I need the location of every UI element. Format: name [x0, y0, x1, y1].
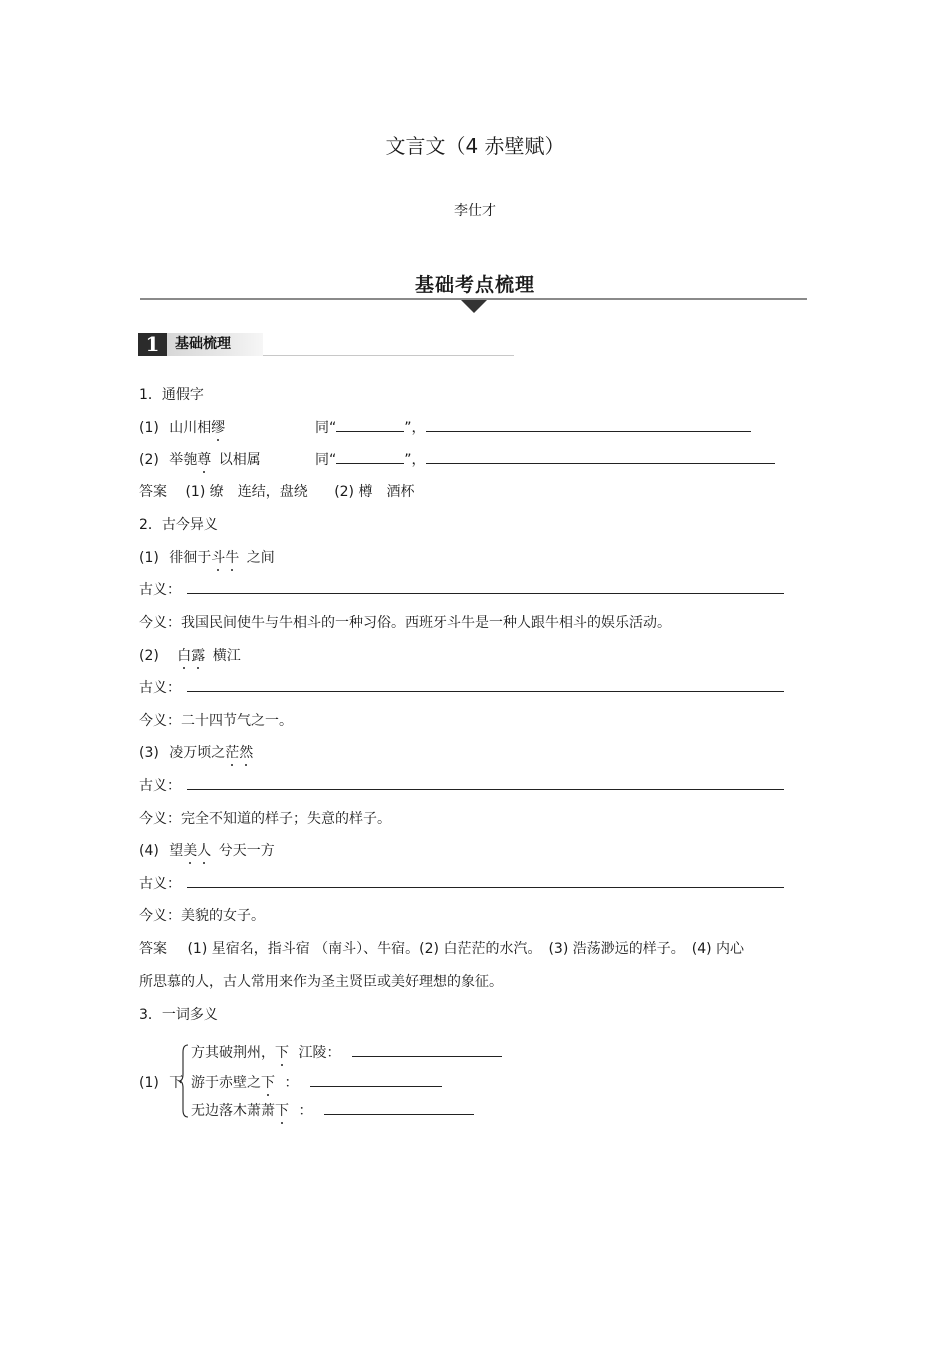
dotted-char: 美: [183, 843, 198, 859]
item-number: (4): [139, 843, 159, 859]
tongjiazi-item-1-blanks: [315, 418, 751, 438]
polysemy-word: 下: [169, 1075, 184, 1091]
answer-blank[interactable]: [187, 580, 784, 594]
polysemy-sentence-2: [191, 1073, 442, 1093]
dotted-char: 下: [275, 1103, 289, 1119]
dotted-char: 下: [275, 1045, 289, 1061]
dotted-char: 白: [177, 648, 192, 664]
answer-blank[interactable]: [352, 1043, 502, 1057]
answer-blank[interactable]: [310, 1073, 442, 1087]
tongjiazi-item-2-blanks: [315, 450, 775, 470]
sentence-text: ：: [284, 1075, 299, 1091]
heading-yiciduoyi: 3．一词多义: [139, 1007, 218, 1023]
dotted-char: 人: [197, 843, 212, 859]
jin-meaning-3: 今义：完全不知道的样子；失意的样子。: [139, 811, 391, 827]
quote-close: ”，: [404, 420, 426, 436]
dotted-char: 牛: [225, 550, 240, 566]
sentence-text: 江陵：: [298, 1045, 341, 1061]
dotted-char: 然: [239, 745, 254, 761]
item-text: 凌万顷之: [169, 745, 226, 761]
gu-meaning-3: [139, 776, 784, 796]
answer-blank[interactable]: [426, 450, 775, 464]
answer-text: (2) 樽 酒杯: [334, 484, 415, 500]
gu-meaning-1: [139, 580, 784, 600]
same-as-label: 同“: [315, 452, 337, 468]
answer-text: (1) 缭 连结，盘绕: [185, 484, 308, 500]
dotted-char: 斗: [211, 550, 226, 566]
section-underline: [263, 355, 514, 356]
section-header: [138, 333, 263, 356]
item-text: 举匏: [169, 452, 198, 468]
gujin-item-3: [139, 743, 253, 763]
answer-blank[interactable]: [187, 874, 784, 888]
section-banner-title: 基础考点梳理: [414, 274, 535, 296]
jin-meaning-2: 今义：二十四节气之一。: [139, 713, 293, 729]
dotted-char: 露: [191, 648, 206, 664]
dotted-char: 尊: [197, 452, 212, 468]
item-text: 徘徊于: [169, 550, 212, 566]
dotted-char: 缪: [211, 420, 226, 436]
sentence-text: 方其破荆州，: [191, 1045, 275, 1061]
answer-gujin-line-1: [139, 939, 744, 959]
sentence-text: 游于赤壁之: [191, 1075, 261, 1091]
answer-gujin-line-2: 所思慕的人，古人常用来作为圣主贤臣或美好理想的象征。: [139, 974, 503, 990]
heading-tongjiazi: 1．通假字: [139, 387, 204, 403]
answer-blank[interactable]: [187, 678, 784, 692]
answer-text: (1) 星宿名，指斗宿 （南斗）、牛宿。(2) 白茫茫的水汽。 (3) 浩荡渺远的样子。 (4) 内心: [187, 941, 745, 957]
answer-blank[interactable]: [336, 450, 404, 464]
author-name: 李仕才: [454, 203, 496, 219]
gu-label: 古义：: [139, 778, 181, 794]
item-number: (1): [139, 1075, 159, 1091]
item-text: 以相属: [218, 452, 261, 468]
item-number: (2): [139, 648, 159, 664]
gu-label: 古义：: [139, 582, 181, 598]
answer-label: 答案: [139, 484, 167, 500]
section-label: 基础梳理: [175, 336, 231, 352]
dotted-char: 下: [261, 1075, 275, 1091]
quote-close: ”，: [404, 452, 426, 468]
gu-label: 古义：: [139, 876, 181, 892]
gu-meaning-2: [139, 678, 784, 698]
document-title: 文言文（4 赤壁赋）: [385, 134, 565, 158]
answer-blank[interactable]: [426, 418, 751, 432]
item-text: 望: [169, 843, 184, 859]
same-as-label: 同“: [315, 420, 337, 436]
item-number: (1): [139, 550, 159, 566]
answer-label: 答案: [139, 941, 167, 957]
curly-brace-icon: [178, 1044, 190, 1118]
banner-triangle-icon: [461, 300, 487, 313]
gu-meaning-4: [139, 874, 784, 894]
polysemy-item-1: [139, 1073, 183, 1093]
sentence-text: ：: [298, 1103, 313, 1119]
item-text: 兮天一方: [218, 843, 275, 859]
gujin-item-2: [139, 646, 241, 666]
sentence-text: 无边落木萧萧: [191, 1103, 275, 1119]
item-text: 横江: [212, 648, 241, 664]
item-number: (1): [139, 420, 159, 436]
answer-blank[interactable]: [324, 1101, 474, 1115]
gujin-item-1: [139, 548, 275, 568]
answer-blank[interactable]: [187, 776, 784, 790]
polysemy-sentence-3: [191, 1101, 474, 1121]
section-number-badge: 1: [138, 333, 167, 356]
jin-meaning-4: 今义：美貌的女子。: [139, 908, 265, 924]
tongjiazi-item-1: [139, 418, 225, 438]
item-number: (2): [139, 452, 159, 468]
answer-blank[interactable]: [336, 418, 404, 432]
dotted-char: 茫: [225, 745, 240, 761]
item-text: 山川相: [169, 420, 212, 436]
answer-tongjiazi: [139, 482, 414, 502]
tongjiazi-item-2: [139, 450, 261, 470]
gujin-item-4: [139, 841, 275, 861]
gu-label: 古义：: [139, 680, 181, 696]
item-number: (3): [139, 745, 159, 761]
heading-gujinyiyi: 2．古今异义: [139, 517, 218, 533]
polysemy-sentence-1: [191, 1043, 502, 1063]
item-text: 之间: [246, 550, 275, 566]
jin-meaning-1: 今义：我国民间使牛与牛相斗的一种习俗。西班牙斗牛是一种人跟牛相斗的娱乐活动。: [139, 615, 671, 631]
